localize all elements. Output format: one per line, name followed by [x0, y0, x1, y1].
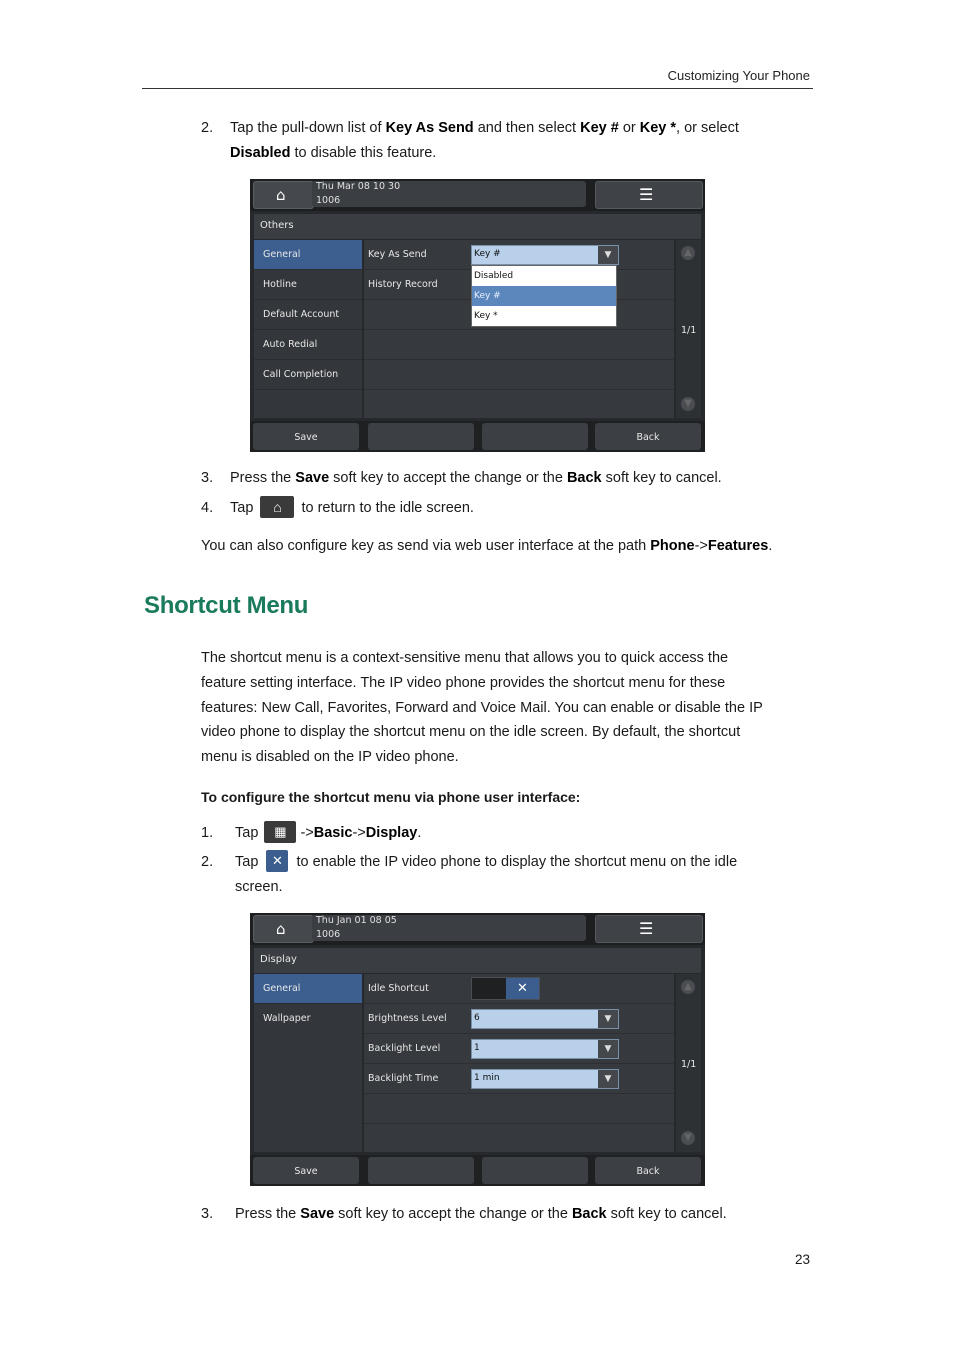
menu-item-hotline[interactable]: Hotline [254, 270, 362, 300]
step-3-number: 3. [201, 470, 214, 486]
brightness-level-select[interactable]: 6 ▼ [471, 1009, 619, 1029]
settings-panel [364, 974, 674, 1152]
setting-label: Idle Shortcut [368, 983, 429, 994]
dropdown-arrow-icon: ▼ [598, 1070, 618, 1088]
setting-label: Backlight Time [368, 1073, 439, 1084]
softkey-2[interactable] [368, 1157, 474, 1184]
scrollbar[interactable] [676, 974, 701, 1152]
menu-item-general[interactable]: General [254, 240, 362, 270]
section-title: Shortcut Menu [144, 592, 309, 619]
dropdown-arrow-icon: ▼ [598, 1010, 618, 1028]
home-icon: ⌂ [276, 920, 286, 938]
step-2-text-cont: Disabled to disable this feature. [230, 145, 437, 161]
scroll-down-icon[interactable]: ▼ [681, 397, 695, 411]
softkey-2[interactable] [368, 423, 474, 450]
screen-title: Others [260, 220, 294, 231]
menu-item-call-completion[interactable]: Call Completion [254, 360, 362, 390]
date-box [312, 181, 586, 207]
option-disabled[interactable]: Disabled [474, 271, 514, 281]
phone-screen-display [250, 913, 705, 1186]
setting-label: History Record [368, 279, 438, 290]
setting-row [364, 1064, 674, 1094]
option-key-hash[interactable]: Key # [472, 286, 616, 306]
step-2-text-cont: screen. [235, 879, 283, 895]
header-rule [142, 88, 813, 89]
screen-title-bar [254, 214, 701, 239]
softkey-3[interactable] [482, 423, 588, 450]
close-x-icon: ✕ [266, 850, 288, 872]
paragraph-line: menu is disabled on the IP video phone. [201, 749, 459, 765]
left-menu [254, 240, 362, 418]
menu-item-wallpaper[interactable]: Wallpaper [263, 1013, 311, 1024]
step-2-number: 2. [201, 120, 214, 136]
step-3-text: Press the Save soft key to accept the change or the Back soft key to cancel. [235, 1206, 727, 1222]
setting-row [364, 1034, 674, 1064]
step-2-text: Tap ✕ to enable the IP video phone to display the shortcut menu on the idle [235, 850, 737, 875]
close-x-icon: ✕ [506, 978, 539, 999]
paragraph-line: feature setting interface. The IP video phone provides the shortcut menu for these [201, 675, 726, 691]
date-box [312, 915, 586, 941]
screen-title-bar [254, 948, 701, 973]
step-2-number: 2. [201, 854, 214, 870]
setting-row [364, 1004, 674, 1034]
paragraph-line: features: New Call, Favorites, Forward and Voice Mail. You can enable or disable the IP [201, 700, 763, 716]
screen-title: Display [260, 954, 297, 965]
scroll-down-icon[interactable]: ▼ [681, 1131, 695, 1145]
key-as-send-select[interactable]: Key # ▼ [471, 245, 619, 265]
menu-item-general[interactable]: General [254, 974, 362, 1004]
back-softkey[interactable]: Back [595, 423, 701, 450]
backlight-level-select[interactable]: 1 ▼ [471, 1039, 619, 1059]
home-button[interactable] [253, 181, 314, 209]
page-number: 23 [794, 1252, 810, 1267]
step-1-number: 1. [201, 825, 214, 841]
scroll-up-icon[interactable]: ▲ [681, 246, 695, 260]
setting-row [364, 330, 674, 360]
option-key-star[interactable]: Key * [474, 311, 498, 321]
step-3-text: Press the Save soft key to accept the change or the Back soft key to cancel. [230, 470, 722, 486]
scroll-up-icon[interactable]: ▲ [681, 980, 695, 994]
web-note: You can also configure key as send via web user interface at the path Phone->Features. [201, 538, 773, 554]
setting-row [364, 974, 674, 1004]
setting-label: Key As Send [368, 249, 427, 260]
menu-list-icon: ☰ [639, 919, 654, 938]
menu-item-auto-redial[interactable]: Auto Redial [254, 330, 362, 360]
step-4-number: 4. [201, 500, 214, 516]
date-time: Thu Mar 08 10 30 [316, 181, 401, 192]
page-indicator: 1/1 [681, 1059, 697, 1070]
idle-shortcut-toggle[interactable] [471, 977, 540, 1000]
phone-screen-others [250, 179, 705, 452]
scrollbar[interactable] [676, 240, 701, 418]
procedure-title: To configure the shortcut menu via phone user interface: [201, 789, 581, 805]
page-indicator: 1/1 [681, 325, 697, 336]
home-icon: ⌂ [276, 186, 286, 204]
paragraph-line: The shortcut menu is a context-sensitive menu that allows you to quick access the [201, 650, 729, 666]
extension: 1006 [316, 195, 341, 206]
menu-button[interactable] [595, 915, 703, 943]
menu-grid-icon: ▦ [264, 821, 296, 843]
menu-button[interactable] [595, 181, 703, 209]
status-bar [250, 179, 705, 211]
running-header: Customizing Your Phone [667, 68, 810, 83]
save-softkey[interactable]: Save [253, 1157, 359, 1184]
step-4-text: Tap ⌂ to return to the idle screen. [230, 496, 474, 521]
home-button[interactable] [253, 915, 314, 943]
backlight-time-select[interactable]: 1 min ▼ [471, 1069, 619, 1089]
left-menu [254, 974, 362, 1152]
step-3-number: 3. [201, 1206, 214, 1222]
extension: 1006 [316, 929, 341, 940]
setting-label: Brightness Level [368, 1013, 447, 1024]
step-1-text: Tap ▦ ->Basic->Display. [235, 821, 421, 846]
save-softkey[interactable]: Save [253, 423, 359, 450]
soft-key-bar [250, 1155, 705, 1186]
step-2-text: Tap the pull-down list of Key As Send and then select Key # or Key *, or select [230, 120, 739, 136]
back-softkey[interactable]: Back [595, 1157, 701, 1184]
setting-row [364, 360, 674, 390]
home-icon: ⌂ [260, 496, 294, 518]
key-as-send-dropdown [471, 265, 617, 327]
setting-row [364, 1094, 674, 1124]
menu-list-icon: ☰ [639, 185, 654, 204]
softkey-3[interactable] [482, 1157, 588, 1184]
date-time: Thu Jan 01 08 05 [316, 915, 397, 926]
paragraph-line: video phone to display the shortcut menu on the idle screen. By default, the shortcut [201, 724, 741, 740]
soft-key-bar [250, 421, 705, 452]
dropdown-arrow-icon: ▼ [598, 246, 618, 264]
menu-item-default-account[interactable]: Default Account [254, 300, 362, 330]
setting-label: Backlight Level [368, 1043, 441, 1054]
status-bar [250, 913, 705, 945]
dropdown-arrow-icon: ▼ [598, 1040, 618, 1058]
